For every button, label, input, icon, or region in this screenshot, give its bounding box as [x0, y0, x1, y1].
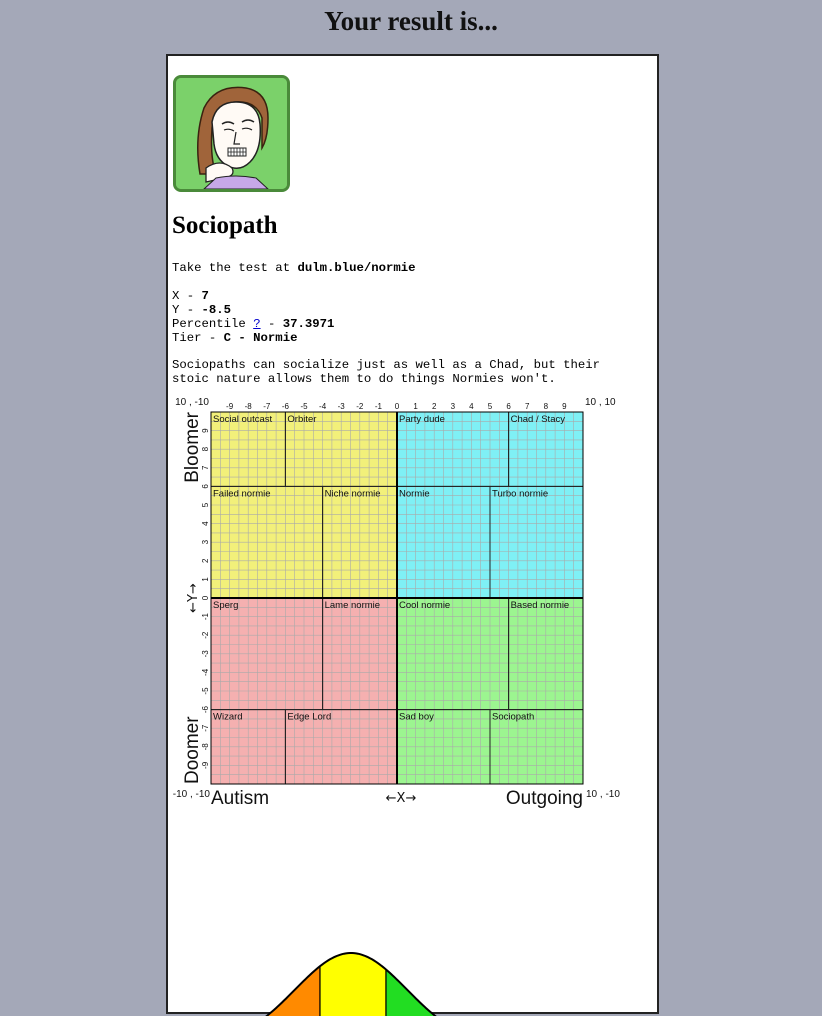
region-label: Orbiter — [287, 414, 316, 425]
x-tick-label: -9 — [226, 402, 234, 411]
y-tick-label: -6 — [201, 705, 210, 713]
corner-label-top-left: 10 , -10 — [175, 397, 209, 408]
region-label: Cool normie — [399, 600, 450, 611]
x-label: X - — [172, 289, 202, 303]
y-tick-label: -2 — [201, 631, 210, 639]
result-card — [166, 54, 659, 1014]
x-tick-label: -1 — [375, 402, 383, 411]
wojak-face-icon — [176, 78, 287, 189]
y-axis-label-bottom: Doomer — [182, 716, 203, 784]
tier-value: C - Normie — [224, 331, 298, 345]
percentile-label: Percentile — [172, 317, 253, 331]
region-label: Niche normie — [325, 488, 381, 499]
y-tick-label: -5 — [201, 687, 210, 695]
political-compass-chart — [168, 392, 657, 812]
x-tick-label: -4 — [319, 402, 327, 411]
x-value: 7 — [202, 289, 209, 303]
region-label: Normie — [399, 488, 430, 499]
percentile-sep: - — [261, 317, 283, 331]
test-url: dulm.blue/normie — [297, 261, 415, 275]
region-label: Sperg — [213, 600, 238, 611]
y-tick-label: 4 — [201, 521, 210, 526]
percentile-bell-curve — [168, 846, 657, 1016]
description-line-1: Sociopaths can socialize just as well as a Chad, but their — [172, 358, 600, 372]
x-tick-label: 6 — [506, 402, 511, 411]
region-label: Based normie — [511, 600, 570, 611]
x-tick-label: 2 — [432, 402, 437, 411]
x-tick-label: 1 — [413, 402, 418, 411]
y-line — [172, 303, 231, 317]
y-tick-label: 6 — [201, 484, 210, 489]
region-label: Sociopath — [492, 712, 534, 723]
page-heading: Your result is... — [0, 6, 822, 37]
y-tick-label: -7 — [201, 724, 210, 732]
region-label: Lame normie — [325, 600, 380, 611]
y-tick-label: 7 — [201, 465, 210, 470]
x-line — [172, 289, 209, 303]
y-axis-label-top: Bloomer — [182, 411, 203, 482]
region-label: Failed normie — [213, 488, 271, 499]
percentile-line — [172, 317, 334, 331]
y-tick-label: 5 — [201, 502, 210, 507]
x-tick-label: -8 — [245, 402, 253, 411]
corner-label-bottom-right: 10 , -10 — [586, 789, 620, 800]
region-label: Sad boy — [399, 712, 434, 723]
x-axis-label-right: Outgoing — [506, 788, 583, 809]
y-tick-label: 2 — [201, 558, 210, 563]
y-tick-label: -3 — [201, 650, 210, 658]
x-tick-label: -2 — [356, 402, 364, 411]
x-axis-label-center: ←X→ — [386, 791, 417, 806]
region-label: Social outcast — [213, 414, 273, 425]
x-tick-label: -7 — [263, 402, 271, 411]
test-prefix: Take the test at — [172, 261, 297, 275]
y-tick-label: 3 — [201, 539, 210, 544]
avatar — [173, 75, 290, 192]
result-title: Sociopath — [172, 212, 278, 240]
y-tick-label: 9 — [201, 428, 210, 433]
x-tick-label: 0 — [395, 402, 400, 411]
x-tick-label: 9 — [562, 402, 567, 411]
y-tick-label: -1 — [201, 612, 210, 620]
tier-line — [172, 331, 297, 345]
x-tick-label: 3 — [451, 402, 456, 411]
tier-label: Tier - — [172, 331, 224, 345]
x-tick-label: 8 — [544, 402, 549, 411]
y-tick-label: -4 — [201, 668, 210, 676]
x-tick-label: -6 — [282, 402, 290, 411]
x-tick-label: -3 — [338, 402, 346, 411]
y-tick-label: 1 — [201, 577, 210, 582]
x-tick-label: -5 — [300, 402, 308, 411]
region-label: Edge Lord — [287, 712, 331, 723]
region-label: Wizard — [213, 712, 243, 723]
y-tick-label: 0 — [201, 595, 210, 600]
y-label: Y - — [172, 303, 202, 317]
corner-label-top-right: 10 , 10 — [585, 397, 616, 408]
description-line-2: stoic nature allows them to do things Normies won't. — [172, 372, 556, 386]
region-label: Party dude — [399, 414, 445, 425]
y-tick-label: 8 — [201, 446, 210, 451]
y-axis-label-center: ←Y→ — [186, 583, 201, 613]
y-value: -8.5 — [202, 303, 232, 317]
percentile-value: 37.3971 — [283, 317, 335, 331]
corner-label-bottom-left: -10 , -10 — [173, 789, 211, 800]
test-line — [172, 261, 416, 275]
x-tick-label: 5 — [488, 402, 493, 411]
bell-segment — [386, 970, 453, 1016]
y-tick-label: -9 — [201, 761, 210, 769]
region-label: Chad / Stacy — [511, 414, 566, 425]
x-tick-label: 4 — [469, 402, 474, 411]
percentile-help-link[interactable]: ? — [253, 317, 260, 331]
x-axis-label-left: Autism — [211, 788, 269, 809]
region-label: Turbo normie — [492, 488, 548, 499]
y-tick-label: -8 — [201, 743, 210, 751]
x-tick-label: 7 — [525, 402, 530, 411]
